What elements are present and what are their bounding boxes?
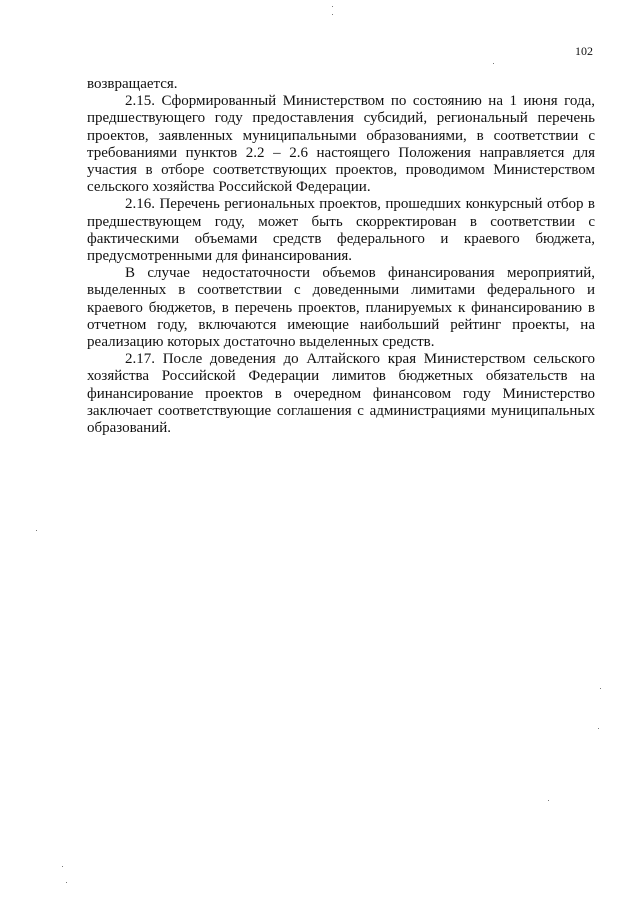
scan-speck [36,530,37,531]
scan-speck [332,14,333,15]
paragraph-2-15: 2.15. Сформированный Министерством по состоянию на 1 июня года, предшествующего году предоставления субсидий, региональный перечень проектов, заявленных муниципальными образованиями, в соответствии с требованиями пунктов 2.2 – 2.6 настоящего Положения направляется для участия в отборе соответствующих проектов, проводимом Министерством сельского хозяйства Российской Федерации. [87,93,595,196]
paragraph-2-17: 2.17. После доведения до Алтайского края Министерством сельского хозяйства Российской Федерации лимитов бюджетных обязательств на финансирование проектов в очередном финансовом году Министерство заключает соответствующие соглашения с администрациями муниципальных образований. [87,351,595,437]
paragraph-continuation: возвращается. [87,76,178,92]
scan-speck [493,63,494,64]
scan-speck [332,6,333,7]
paragraph-insufficient-funding: В случае недостаточности объемов финансирования мероприятий, выделенных в соответствии с доведенными лимитами федерального и краевого бюджетов, в перечень проектов, планируемых к финансированию в отчетном году, включаются имеющие наибольший рейтинг проекты, на реализацию которых достаточно выделенных средств. [87,265,595,351]
document-body [87,76,595,437]
scan-speck [548,800,549,801]
scan-speck [600,688,601,689]
scan-speck [62,866,63,867]
page-number: 102 [575,44,593,58]
scan-speck [66,882,67,883]
scan-speck [598,728,599,729]
paragraph-2-16: 2.16. Перечень региональных проектов, прошедших конкурсный отбор в предшествующем году, может быть скорректирован в соответствии с фактическими объемами средств федерального и краевого бюджета, предусмотренными для финансирования. [87,196,595,265]
